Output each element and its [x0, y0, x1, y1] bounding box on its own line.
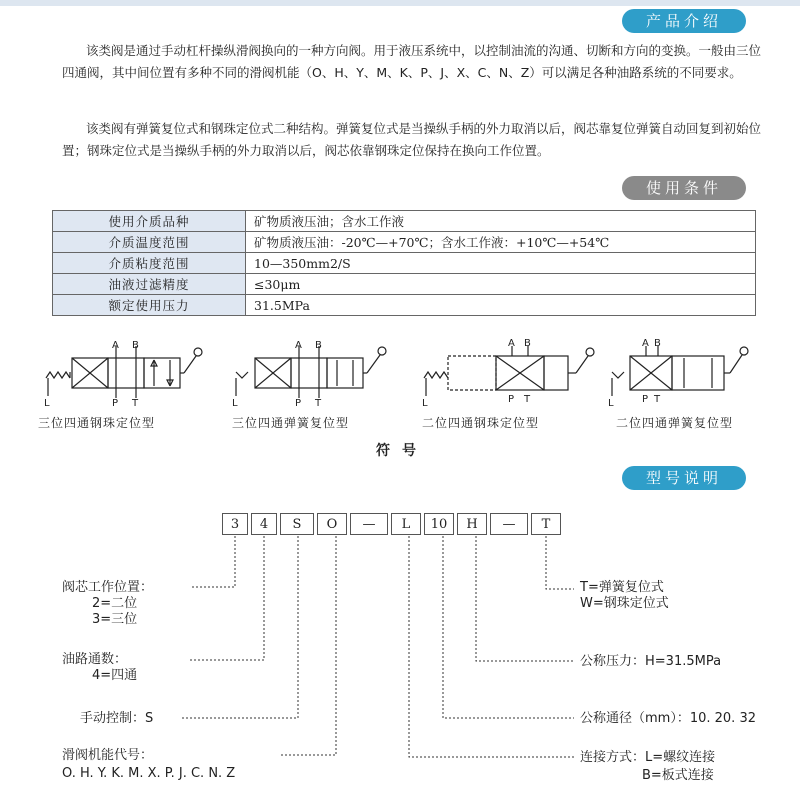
label-position-title: 阀芯工作位置：: [62, 580, 154, 595]
label-connection: 连接方式：L=螺纹连接: [580, 750, 716, 765]
label-diameter: 公称通径（mm）：10. 20. 32: [580, 711, 756, 726]
label-function-codes: O. H. Y. K. M. X. P. J. C. N. Z: [62, 766, 236, 781]
port-label-a: A: [508, 338, 515, 349]
label-manual: 手动控制：S: [80, 711, 154, 726]
condition-value: ≤30μm: [246, 274, 756, 295]
condition-label: 使用介质品种: [53, 211, 246, 232]
code-cell-ports: 4: [251, 513, 277, 535]
port-label-p: P: [112, 398, 119, 409]
port-label-a: A: [295, 340, 302, 351]
label-function-title: 滑阀机能代号：: [62, 748, 154, 763]
condition-label: 额定使用压力: [53, 295, 246, 316]
code-cell-manual: S: [280, 513, 314, 535]
symbol-caption-1: 三位四通钢珠定位型: [38, 416, 156, 430]
port-label-l: L: [232, 398, 238, 409]
label-connection-b: B=板式连接: [642, 768, 714, 783]
section-header-model: 型号说明: [622, 466, 746, 490]
section-header-intro: 产品介绍: [622, 9, 746, 33]
label-ports-4: 4=四通: [92, 668, 138, 683]
port-label-b: B: [654, 338, 661, 349]
port-label-p: P: [508, 394, 515, 405]
port-label-p: P: [295, 398, 302, 409]
port-label-b: B: [524, 338, 531, 349]
code-cell-pressure: H: [457, 513, 487, 535]
condition-label: 介质温度范围: [53, 232, 246, 253]
label-position-2: 2=二位: [92, 596, 138, 611]
symbol-caption-2: 三位四通弹簧复位型: [232, 416, 350, 430]
port-label-t: T: [654, 394, 661, 405]
port-label-a: A: [642, 338, 649, 349]
label-ports-title: 油路通数：: [62, 652, 128, 667]
condition-value: 10—350mm2/S: [246, 253, 756, 274]
port-label-l: L: [608, 398, 614, 409]
port-label-t: T: [132, 398, 139, 409]
code-cell-diameter: 10: [424, 513, 454, 535]
label-position-3: 3=三位: [92, 612, 138, 627]
intro-paragraph-1: 该类阀是通过手动杠杆操纵滑阀换向的一种方向阀。用于液压系统中，以控制油流的沟通、切断和方向的变换。一般由三位四通阀，其中间位置有多种不同的滑阀机能（O、H、Y、M、K、P、J、X、C、N、Z）可以满足各种油路系统的不同要求。: [62, 43, 762, 80]
intro-paragraph-2: 该类阀有弹簧复位式和钢珠定位式二种结构。弹簧复位式是当操纵手柄的外力取消以后，阀芯靠复位弹簧自动回复到初始位置；钢珠定位式是当操纵手柄的外力取消以后，阀芯依靠钢珠定位保持在换向工作位置。: [62, 121, 762, 158]
symbol-caption-4: 二位四通弹簧复位型: [616, 416, 734, 430]
condition-value: 31.5MPa: [246, 295, 756, 316]
port-label-a: A: [112, 340, 119, 351]
symbols-title: 符号: [376, 443, 428, 459]
condition-label: 油液过滤精度: [53, 274, 246, 295]
condition-value: 矿物质液压油；含水工作液: [246, 211, 756, 232]
port-label-b: B: [132, 340, 139, 351]
condition-label: 介质粘度范围: [53, 253, 246, 274]
section-header-conditions: 使用条件: [622, 176, 746, 200]
port-label-t: T: [524, 394, 531, 405]
label-pressure: 公称压力：H=31.5MPa: [580, 654, 722, 669]
port-label-l: L: [44, 398, 50, 409]
port-label-l: L: [422, 398, 428, 409]
condition-value: 矿物质液压油：-20℃—+70℃；含水工作液：+10℃—+54℃: [246, 232, 756, 253]
symbol-caption-3: 二位四通钢珠定位型: [422, 416, 540, 430]
code-cell-function: O: [317, 513, 347, 535]
code-cell-dash-1: —: [350, 513, 388, 535]
code-cell-reset: T: [531, 513, 561, 535]
port-label-p: P: [642, 394, 649, 405]
code-cell-dash-2: —: [490, 513, 528, 535]
port-label-t: T: [315, 398, 322, 409]
label-spring-return: T=弹簧复位式: [580, 580, 664, 595]
code-cell-position: 3: [222, 513, 248, 535]
label-detent: W=钢珠定位式: [580, 596, 669, 611]
code-cell-connection: L: [391, 513, 421, 535]
port-label-b: B: [315, 340, 322, 351]
